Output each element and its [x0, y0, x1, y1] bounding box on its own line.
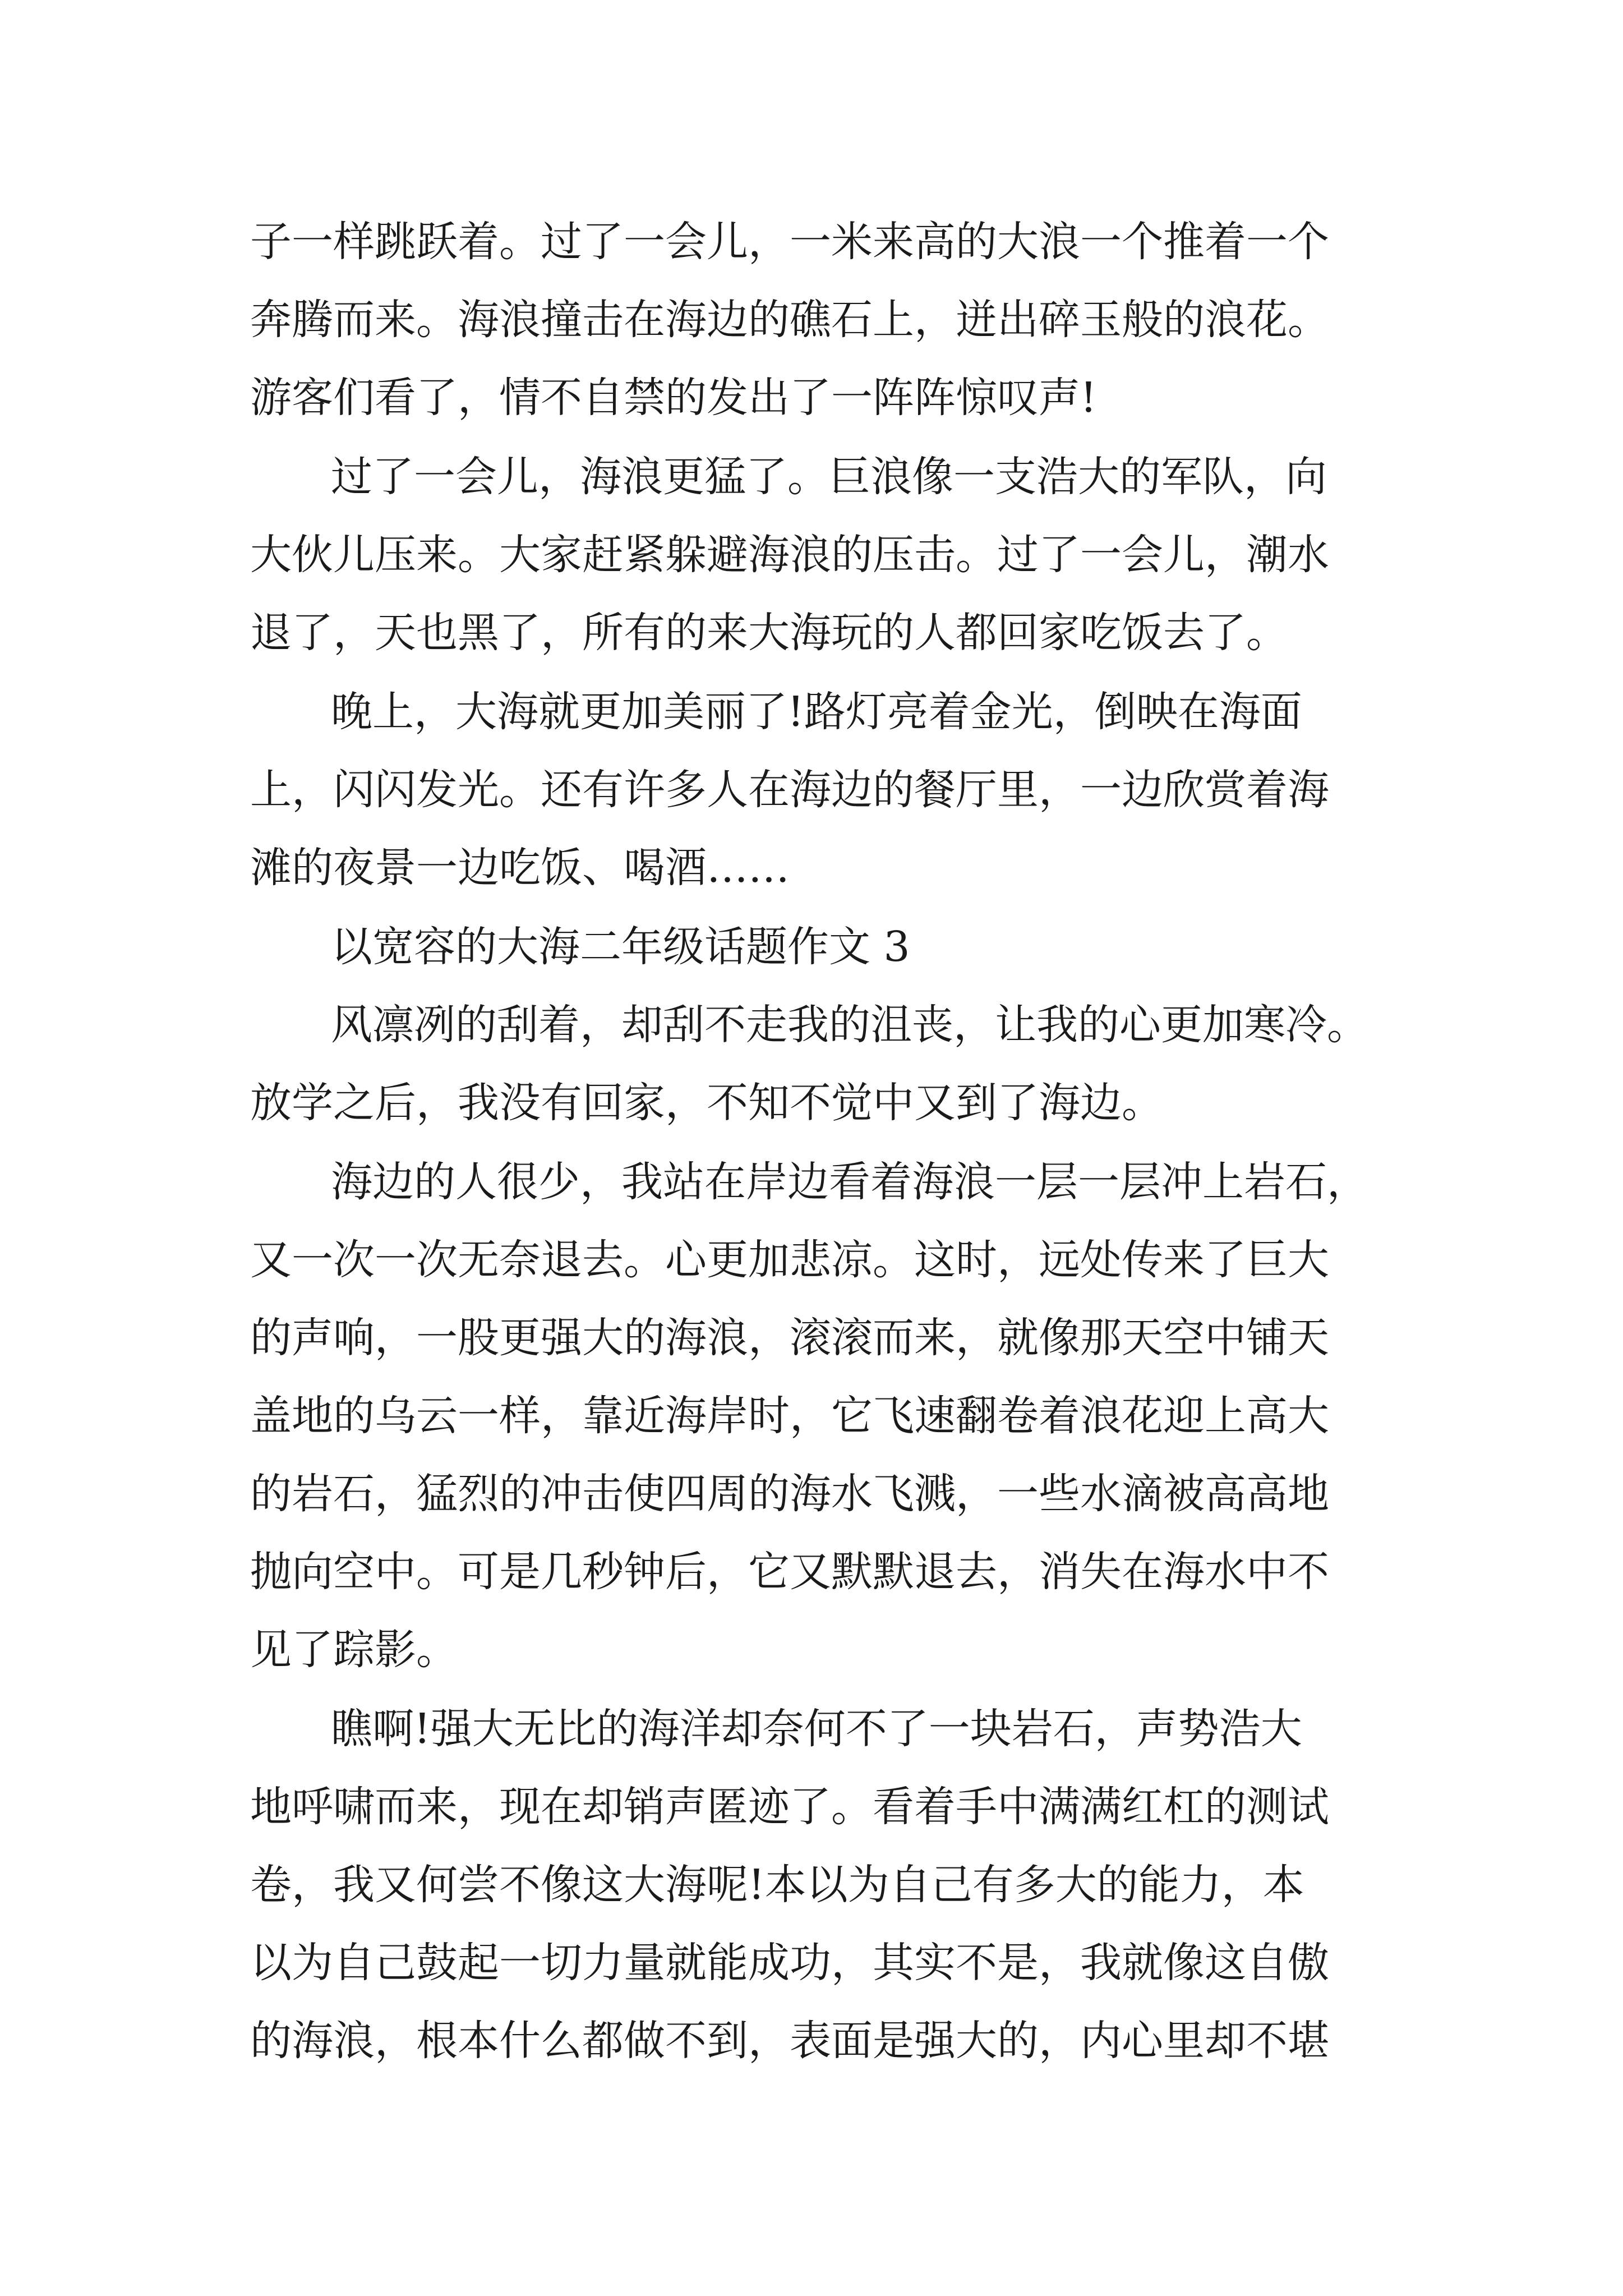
text-line: 的岩石，猛烈的冲击使四周的海水飞溅，一些水滴被高高地: [250, 1470, 1329, 1518]
text-line: 大伙儿压来。大家赶紧躲避海浪的压击。过了一会儿，潮水: [250, 531, 1329, 579]
text-line: 瞧啊!强大无比的海洋却奈何不了一块岩石，声势浩大: [331, 1705, 1302, 1753]
text-line: 海边的人很少，我站在岸边看着海浪一层一层冲上岩石，: [331, 1158, 1368, 1206]
text-line: 见了踪影。: [250, 1626, 458, 1674]
text-line: 退了，天也黑了，所有的来大海玩的人都回家吃饭去了。: [250, 609, 1288, 657]
text-line: 以为自己鼓起一切力量就能成功，其实不是，我就像这自傲: [250, 1939, 1329, 1987]
text-line: 放学之后，我没有回家，不知不觉中又到了海边。: [250, 1079, 1163, 1127]
text-line: 的海浪，根本什么都做不到，表面是强大的，内心里却不堪: [250, 2017, 1329, 2065]
text-line: 抛向空中。可是几秒钟后，它又默默退去，消失在海水中不: [250, 1548, 1329, 1596]
text-line: 地呼啸而来，现在却销声匿迹了。看着手中满满红杠的测试: [250, 1783, 1329, 1831]
text-line: 奔腾而来。海浪撞击在海边的礁石上，迸出碎玉般的浪花。: [250, 296, 1329, 344]
text-line: 卷，我又何尝不像这大海呢!本以为自己有多大的能力，本: [250, 1861, 1304, 1909]
text-line: 又一次一次无奈退去。心更加悲凉。这时，远处传来了巨大: [250, 1236, 1329, 1284]
text-line: 上，闪闪发光。还有许多人在海边的餐厅里，一边欣赏着海: [250, 766, 1329, 814]
text-line: 滩的夜景一边吃饭、喝酒……: [250, 844, 790, 892]
text-line: 晚上，大海就更加美丽了!路灯亮着金光，倒映在海面: [331, 688, 1302, 736]
text-line: 风凛冽的刮着，却刮不走我的沮丧，让我的心更加寒冷。: [331, 1001, 1368, 1049]
text-line: 以宽容的大海二年级话题作文 3: [331, 923, 910, 971]
text-line: 盖地的乌云一样，靠近海岸时，它飞速翻卷着浪花迎上高大: [250, 1392, 1329, 1440]
text-line: 游客们看了，情不自禁的发出了一阵阵惊叹声!: [250, 374, 1097, 422]
text-line: 过了一会儿，海浪更猛了。巨浪像一支浩大的军队，向: [331, 453, 1327, 501]
text-line: 子一样跳跃着。过了一会儿，一米来高的大浪一个推着一个: [250, 218, 1329, 266]
text-line: 的声响，一股更强大的海浪，滚滚而来，就像那天空中铺天: [250, 1314, 1329, 1362]
